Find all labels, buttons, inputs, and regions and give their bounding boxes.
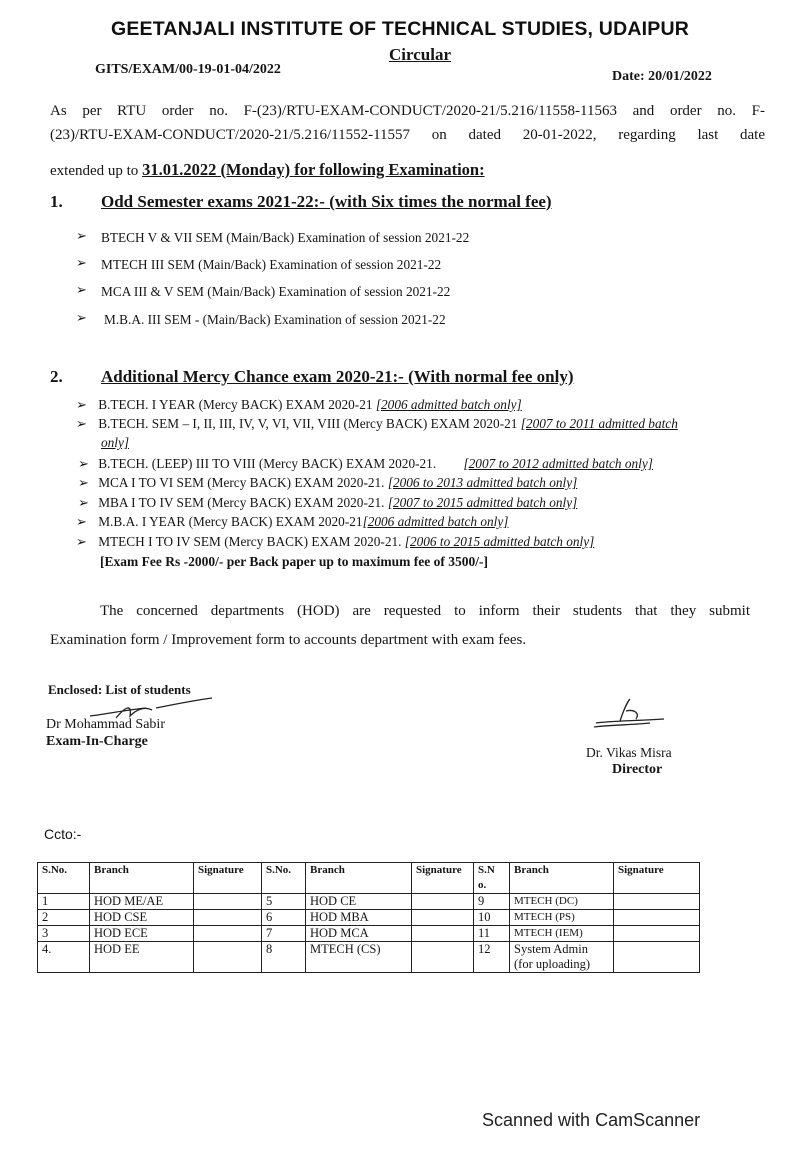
body-line-1: The concerned departments (HOD) are requested to inform their students that they submit [100,603,750,619]
header-signature: Signature [614,863,700,894]
cell-sno: 11 [474,926,510,942]
arrowhead-bullet-icon: ➢ [76,282,87,297]
cell-branch: System Admin (for uploading) [510,942,614,973]
arrowhead-bullet-icon: ➢ [76,310,87,325]
list-item [76,534,594,550]
section-2-item-4: MCA I TO VI SEM (Mercy BACK) EXAM 2020-21. [98,475,388,490]
distribution-table [37,862,700,973]
cell-branch: HOD CE [306,894,412,910]
cell-signature [194,894,262,910]
list-item [78,495,577,511]
header-sno: S.N o. [474,863,510,894]
exam-fee-note: [Exam Fee Rs -2000/- per Back paper up to maximum fee of 3500/-] [100,554,488,569]
arrowhead-bullet-icon: ➢ [76,228,87,243]
camscanner-watermark: Scanned with CamScanner [482,1110,701,1130]
table-row [38,926,700,942]
cell-branch: MTECH (IEM) [510,926,614,942]
director-signature [590,695,670,733]
cell-branch: HOD MBA [306,910,412,926]
reference-number: GITS/EXAM/00-19-01-04/2022 [95,62,281,77]
cell-signature [194,910,262,926]
director-designation: Director [612,762,663,777]
intro-line-2: (23)/RTU-EXAM-CONDUCT/2020-21/5.216/11552-11557 on dated 20-01-2022, regarding last date [50,127,765,143]
header-sno: S.No. [262,863,306,894]
cell-signature [412,894,474,910]
cc-label: Ccto:- [44,826,82,842]
arrowhead-bullet-icon: ➢ [76,397,87,412]
section-1-item-3: MCA III & V SEM (Main/Back) Examination of session 2021-22 [101,284,451,299]
cell-signature [614,910,700,926]
header-signature: Signature [412,863,474,894]
cell-signature [614,894,700,910]
cell-branch: HOD EE [90,942,194,973]
arrowhead-bullet-icon: ➢ [76,416,87,431]
director-name: Dr. Vikas Misra [586,745,672,760]
section-2-item-2: B.TECH. SEM – I, II, III, IV, V, VI, VII, VIII (Mercy BACK) EXAM 2020-21 [98,416,521,431]
cell-sno: 3 [38,926,90,942]
section-1-item-4: M.B.A. III SEM - (Main/Back) Examination of session 2021-22 [104,312,446,327]
cell-sno: 1 [38,894,90,910]
cell-sno: 2 [38,910,90,926]
cell-sno: 12 [474,942,510,973]
cell-signature [412,942,474,973]
intro-line-1: As per RTU order no. F-(23)/RTU-EXAM-CONDUCT/2020-21/5.216/11558-11563 and order no. F- [50,103,765,119]
cell-signature [194,926,262,942]
list-item [76,514,508,530]
cell-sno: 5 [262,894,306,910]
section-1-number: 1. [50,192,63,211]
arrowhead-bullet-icon: ➢ [76,255,87,270]
cell-sno: 10 [474,910,510,926]
list-item [76,282,87,298]
cell-sno: 4. [38,942,90,973]
section-2-item-1: B.TECH. I YEAR (Mercy BACK) EXAM 2020-21 [98,397,376,412]
cell-signature [194,942,262,973]
cell-sno: 9 [474,894,510,910]
section-2-item-6: M.B.A. I YEAR (Mercy BACK) EXAM 2020-21 [98,514,363,529]
header-branch: Branch [510,863,614,894]
cell-branch: HOD ECE [90,926,194,942]
cell-branch: MTECH (DC) [510,894,614,910]
cell-branch: HOD ME/AE [90,894,194,910]
header-branch: Branch [306,863,412,894]
list-item [78,456,653,472]
batch-note: [2006 admitted batch only] [362,514,509,529]
cell-branch: HOD MCA [306,926,412,942]
section-2-heading: Additional Mercy Chance exam 2020-21:- (With normal fee only) [101,367,574,386]
table-header-row [38,863,700,894]
section-2-item-7: MTECH I TO IV SEM (Mercy BACK) EXAM 2020-21. [98,534,405,549]
section-2-item-5: MBA I TO IV SEM (Mercy BACK) EXAM 2020-21. [98,495,388,510]
arrowhead-bullet-icon: ➢ [78,475,89,490]
list-item [76,416,678,432]
section-2-item-3: B.TECH. (LEEP) III TO VIII (Mercy BACK) EXAM 2020-21. [98,456,440,471]
circular-date: Date: 20/01/2022 [612,69,712,84]
cell-sno: 7 [262,926,306,942]
enclosed-note: Enclosed: List of students [48,682,191,697]
header-sno: S.No. [38,863,90,894]
cell-sno: 6 [262,910,306,926]
list-item [76,397,522,413]
cell-branch: MTECH (PS) [510,910,614,926]
batch-note: [2007 to 2011 admitted batch [520,416,678,431]
institute-title: GEETANJALI INSTITUTE OF TECHNICAL STUDIES, UDAIPUR [110,18,690,40]
arrowhead-bullet-icon: ➢ [78,495,89,510]
table-row [38,910,700,926]
section-1-item-2: MTECH III SEM (Main/Back) Examination of session 2021-22 [101,257,442,272]
cell-signature [412,910,474,926]
intro-line-3 [50,158,485,183]
batch-note: [2006 to 2015 admitted batch only] [404,534,595,549]
cell-branch: HOD CSE [90,910,194,926]
list-item [76,310,87,326]
table-row [38,894,700,910]
table-row [38,942,700,973]
exam-in-charge-designation: Exam-In-Charge [46,734,148,749]
body-line-2: Examination form / Improvement form to accounts department with exam fees. [50,632,527,648]
cell-branch: MTECH (CS) [306,942,412,973]
list-item [76,255,87,271]
header-branch: Branch [90,863,194,894]
list-item [76,228,87,244]
exam-in-charge-name: Dr Mohammad Sabir [46,717,165,732]
section-1-item-1: BTECH V & VII SEM (Main/Back) Examination of session 2021-22 [101,230,470,245]
batch-note: [2006 admitted batch only] [375,397,522,412]
batch-note: [2006 to 2013 admitted batch only] [387,475,578,490]
intro-prefix: extended up to [50,163,143,179]
list-item [78,475,577,491]
batch-note-continued: only] [101,435,130,450]
section-2-number: 2. [50,367,63,386]
arrowhead-bullet-icon: ➢ [78,456,89,471]
cell-sno: 8 [262,942,306,973]
circular-heading: Circular [388,45,451,64]
header-signature: Signature [194,863,262,894]
cell-signature [614,926,700,942]
batch-note: [2007 to 2012 admitted batch only] [463,456,653,471]
batch-note: [2007 to 2015 admitted batch only] [387,495,578,510]
cell-signature [412,926,474,942]
last-date-highlight: 31.01.2022 (Monday) for following Examination: [142,160,485,179]
cell-signature [614,942,700,973]
arrowhead-bullet-icon: ➢ [76,534,87,549]
arrowhead-bullet-icon: ➢ [76,514,87,529]
section-1-heading: Odd Semester exams 2021-22:- (with Six times the normal fee) [101,192,552,211]
